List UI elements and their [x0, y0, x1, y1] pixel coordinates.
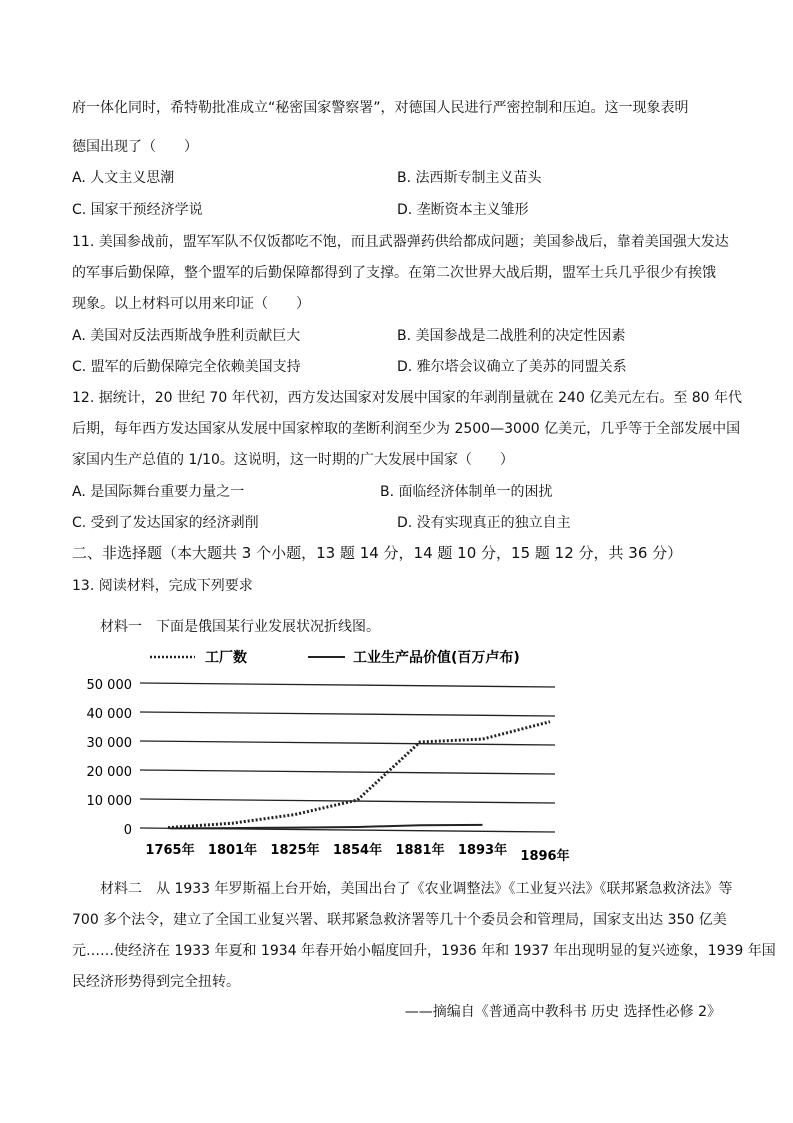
q11-stem-line1: 11. 美国参战前，盟军军队不仅饭都吃不饱，而且武器弹药供给都成问题；美国参战后，靠着美国强大发达 — [72, 234, 729, 250]
section2-heading: 二、非选择题（本大题共 3 个小题，13 题 14 分，14 题 10 分，15 题 12 分，共 36 分） — [72, 544, 683, 562]
series-factories-line — [168, 722, 550, 828]
gridline — [140, 741, 555, 745]
x-tick-label: 1881年 — [395, 843, 445, 858]
x-tick-label: 1765年 — [145, 843, 195, 858]
y-tick-label: 30 000 — [86, 736, 132, 751]
q13-source: ——摘编自《普通高中教科书 历史 选择性必修 2》 — [404, 1004, 721, 1020]
y-tick-label: 20 000 — [86, 765, 132, 780]
chart-y-axis — [87, 678, 133, 838]
q12-option-a: A. 是国际舞台重要力量之一 — [72, 484, 245, 500]
y-tick-label: 0 — [123, 823, 132, 838]
chart-gridlines — [140, 683, 555, 832]
q10-stem-line2: 德国出现了（ ） — [72, 139, 198, 155]
q11-stem-line3: 现象。以上材料可以用来印证（ ） — [72, 296, 310, 312]
q13-material2-line3: 元……使经济在 1933 年夏和 1934 年春开始小幅度回升，1936 年和 1937 年出现明显的复兴迹象，1939 年国 — [72, 943, 776, 959]
gridline — [140, 712, 555, 716]
q10-option-b: B. 法西斯专制主义苗头 — [397, 170, 542, 186]
q11-option-c: C. 盟军的后勤保障完全依赖美国支持 — [72, 359, 301, 375]
q12-option-c: C. 受到了发达国家的经济剥削 — [72, 515, 259, 531]
industry-line-chart — [86, 640, 580, 870]
q13-stem: 13. 阅读材料，完成下列要求 — [72, 578, 253, 594]
x-tick-label: 1854年 — [332, 843, 383, 858]
x-tick-label: 1896年 — [520, 849, 570, 864]
y-tick-label: 50 000 — [86, 678, 132, 693]
q13-material2-line4: 民经济形势得到完全扭转。 — [72, 974, 240, 990]
q12-stem-line1: 12. 据统计，20 世纪 70 年代初，西方发达国家对发展中国家的年剥削量就在 240 亿美元左右。至 80 年代 — [72, 390, 743, 406]
x-tick-label: 1801年 — [207, 843, 258, 858]
x-tick-label: 1893年 — [457, 843, 508, 858]
q12-option-b: B. 面临经济体制单一的困扰 — [380, 484, 553, 500]
q11-stem-line2: 的军事后勤保障，整个盟军的后勤保障都得到了支撑。在第二次世界大战后期，盟军士兵几乎很少有挨饿 — [72, 265, 716, 281]
q13-material2-line1: 材料二 从 1933 年罗斯福上台开始，美国出台了《农业调整法》《工业复兴法》《联邦紧急救济法》等 — [100, 881, 733, 897]
q11-option-d: D. 雅尔塔会议确立了美苏的同盟关系 — [397, 359, 627, 375]
q12-option-d: D. 没有实现真正的独立自主 — [397, 515, 571, 531]
q12-stem-line2: 后期，每年西方发达国家从发展中国家榨取的垄断利润至少为 2500—3000 亿美元，几乎等于全部发展中国 — [72, 421, 741, 437]
legend-factories-label: 工厂数 — [205, 650, 247, 666]
y-tick-label: 40 000 — [86, 707, 132, 722]
q13-material1-intro: 材料一 下面是俄国某行业发展状况折线图。 — [100, 619, 380, 635]
q10-option-a: A. 人文主义思潮 — [72, 170, 175, 186]
gridline — [140, 770, 555, 774]
chart-x-axis — [145, 842, 569, 864]
gridline — [140, 683, 555, 687]
legend-output-label: 工业生产品价值(百万卢布) — [353, 650, 520, 666]
y-tick-label: 10 000 — [86, 794, 132, 809]
q10-option-c: C. 国家干预经济学说 — [72, 202, 203, 218]
q11-option-b: B. 美国参战是二战胜利的决定性因素 — [397, 328, 626, 344]
q10-stem-line1: 府一体化同时，希特勒批准成立“秘密国家警察署”，对德国人民进行严密控制和压迫。这一现象表明 — [72, 100, 689, 116]
q10-option-d: D. 垄断资本主义雏形 — [397, 202, 529, 218]
x-tick-label: 1825年 — [270, 843, 320, 858]
q13-material2-line2: 700 多个法令，建立了全国工业复兴署、联邦紧急救济署等几十个委员会和管理局，国家支出达 350 亿美 — [72, 912, 727, 928]
q12-stem-line3: 家国内生产总值的 1/10。这说明，这一时期的广大发展中国家（ ） — [72, 452, 514, 468]
q11-option-a: A. 美国对反法西斯战争胜利贡献巨大 — [72, 328, 301, 344]
chart-series — [168, 722, 550, 829]
